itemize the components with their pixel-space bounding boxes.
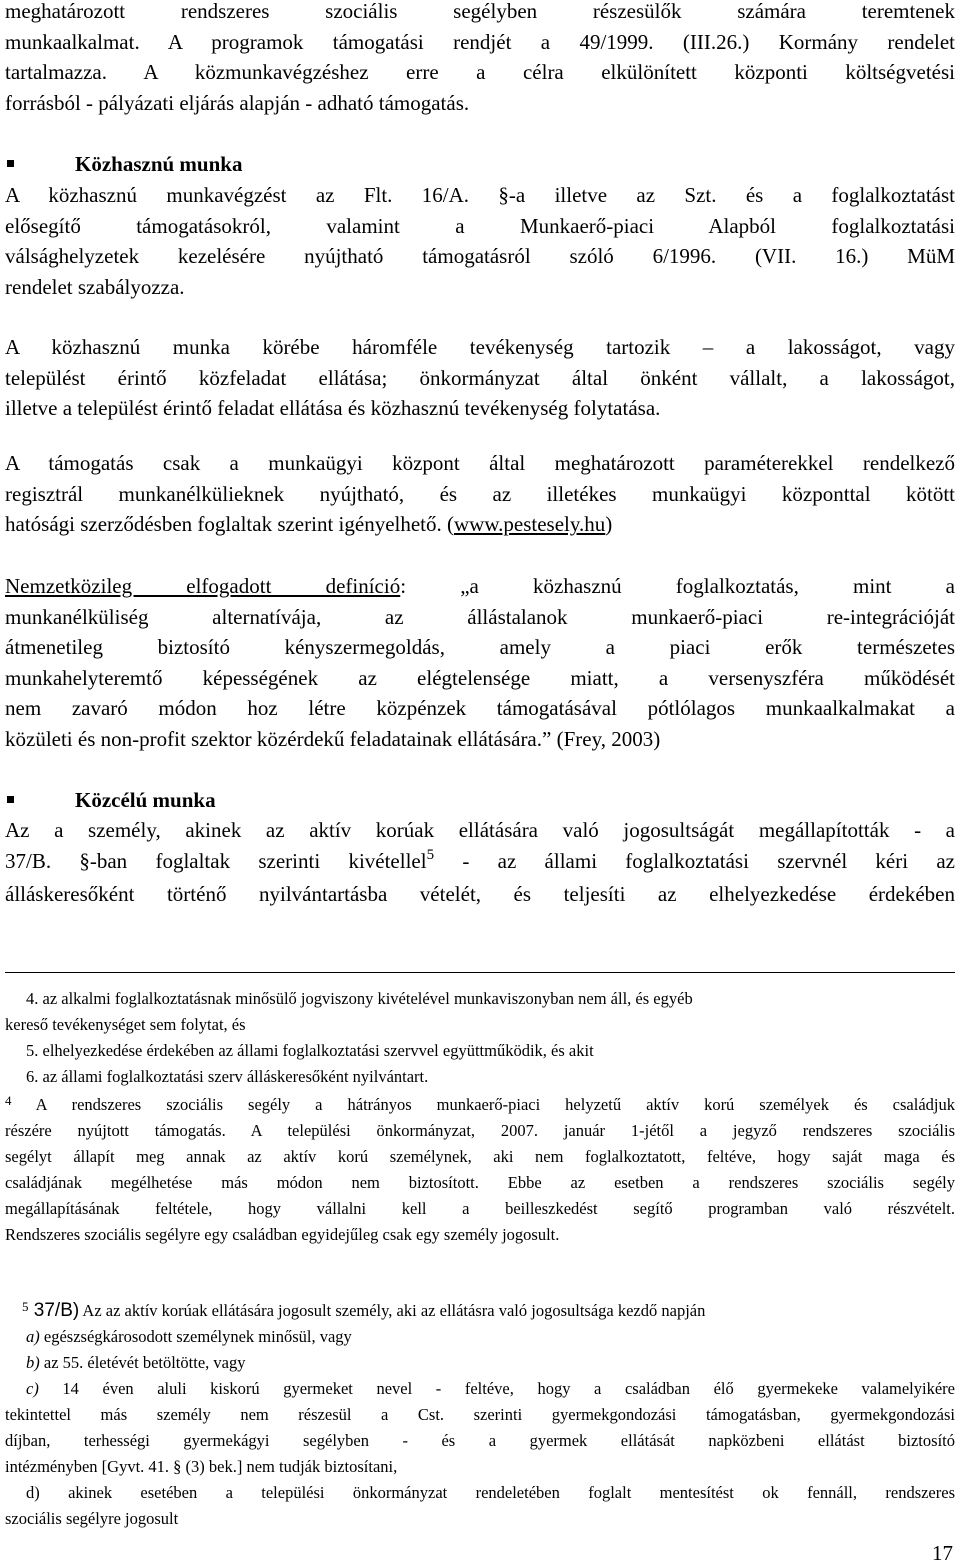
footnote-line: b) az 55. életévét betöltötte, vagy: [26, 1353, 246, 1372]
definition-lead: Nemzetközileg elfogadott definíció: [5, 574, 401, 598]
footnote-line: díjban, terhességi gyermekágyi segélyben - és a gyermek ellátását napközbeni ellátást biztosító: [5, 1431, 955, 1450]
footnote-line: részére nyújtott támogatás. A települési önkormányzat, 2007. január 1-jétől a jegyző rendszeres szociális: [5, 1121, 955, 1140]
footnote-line: $^4$ A rendszeres szociális segély a hátrányos munkaerő-piaci helyzetű aktív korú személyek és családjuk: [5, 1093, 955, 1114]
footnote-number: 5: [22, 1299, 29, 1314]
text-line: nem zavaró módon hoz létre közpénzek támogatásával pótlólagos munkaalkalmakat a: [5, 696, 955, 721]
footnote-line: c) 14 éven aluli kiskorú gyermeket nevel - feltéve, hogy a családban élő gyermekeke valamelyikére: [26, 1379, 955, 1398]
text-line: átmenetileg biztosító kényszermegoldás, amely a piaci erők természetes: [5, 635, 955, 660]
footnote-line: szociális segélyre jogosult: [5, 1509, 179, 1528]
footnote-line: intézményben [Gyvt. 41. § (3) bek.] nem tudják biztosítani,: [5, 1457, 398, 1476]
text-line: meghatározott rendszeres szociális segélyben részesülők számára teremtenek: [5, 0, 955, 23]
footnote-number: 4: [5, 1093, 12, 1108]
text-line: álláskeresőként történő nyilvántartásba vételét, és teljesíti az elhelyezkedése érdekében: [5, 882, 955, 907]
text-line: rendelet szabályozza.: [5, 274, 185, 299]
text-line: elősegítő támogatásokról, valamint a Munkaerő-piaci Alapból foglalkoztatási: [5, 213, 955, 238]
paragraph-intro: [5, 0, 955, 118]
paragraph-scope: [5, 332, 955, 424]
text-line: A közhasznú munka körébe háromféle tevékenység tartozik – a lakosságot, vagy: [5, 335, 955, 359]
footnote-divider: [5, 972, 955, 973]
paragraph-definition: [5, 571, 955, 755]
text-line: munkaalkalmat. A programok támogatási rendjét a 49/1999. (III.26.) Kormány rendelet: [5, 29, 955, 54]
footnote-line: Rendszeres szociális segélyre egy családban egyidejűleg csak egy személy jogosult.: [5, 1225, 560, 1244]
footnote-line: megállapításának feltétele, hogy vállalni kell a beilleszkedést segítő programban való részvételt.: [5, 1199, 955, 1218]
text-line: hatósági szerződésben foglaltak szerint igényelhető. (www.pestesely.hu): [5, 512, 613, 537]
text-line: tartalmazza. A közmunkavégzéshez erre a célra elkülönített központi költségvetési: [5, 60, 955, 85]
footnote-line: kereső tevékenységet sem folytat, és: [5, 1015, 246, 1034]
page-number: 17: [932, 1541, 953, 1565]
heading-text: Közhasznú munka: [75, 152, 243, 176]
footnote-line: tekintettel más személy nem részesül a Cst. szerinti gyermekgondozási támogatásban, gyermekgondozási: [5, 1405, 955, 1424]
text-line: 37/B. §-ban foglaltak szerinti kivétellel$^5$ - az állami foglalkoztatási szervnél kéri az: [5, 846, 955, 873]
footnotes: [5, 986, 955, 1532]
text-line: munkahelyteremtő képességének az elégtelensége miatt, a versenyszféra működését: [5, 665, 955, 690]
paragraph-support: [5, 448, 955, 540]
footnote-5: [5, 1298, 955, 1532]
text-line: forrásból - pályázati eljárás alapján - adható támogatás.: [5, 90, 470, 115]
text-line: A támogatás csak a munkaügyi központ által meghatározott paraméterekkel rendelkező: [5, 451, 955, 475]
website-link[interactable]: www.pestesely.hu: [454, 512, 606, 537]
text-line: Az a személy, akinek az aktív korúak ellátására való jogosultságát megállapították - a: [5, 818, 955, 842]
footnote-line: d) akinek esetében a települési önkormányzat rendeletében foglalt mentesítést ok fennáll, rendszeres: [26, 1483, 955, 1502]
text-line: A közhasznú munkavégzést az Flt. 16/A. §-a illetve az Szt. és a foglalkoztatást: [5, 183, 955, 207]
footnote-line: $^5$ 37/B) Az az aktív korúak ellátására jogosult személy, aki az ellátásra való jogosultsága kezdő napján: [22, 1299, 706, 1321]
text-line: munkanélküliség alternatívája, az állástalanok munkaerő-piaci re-integrációját: [5, 604, 955, 629]
footnote-line: 6. az állami foglalkoztatási szerv álláskeresőként nyilvántart.: [26, 1067, 429, 1086]
footnote-4: [5, 1092, 955, 1248]
footnote-line: családjának megélhetése más módon nem biztosított. Ebbe az esetben a rendszeres szociális segély: [5, 1173, 955, 1192]
text-line: közületi és non-profit szektor közérdekű feladatainak ellátására.” (Frey, 2003): [5, 726, 661, 751]
heading-text: Közcélú munka: [75, 788, 216, 812]
footnote-line: segélyt állapít meg annak az aktív korú személynek, aki nem foglalkoztatott, feltéve, hogy saját maga és: [5, 1147, 955, 1166]
footnote-ref-5[interactable]: 5: [426, 846, 435, 863]
text-line: Nemzetközileg elfogadott definíció: „a közhasznú foglalkoztatás, mint a: [5, 574, 955, 598]
text-line: illetve a települést érintő feladat ellátása és közhasznú tevékenység folytatása.: [5, 396, 661, 421]
text-line: regisztrál munkanélkülieknek nyújtható, és az illetékes munkaügyi központtal kötött: [5, 481, 955, 506]
footnote-line: 5. elhelyezkedése érdekében az állami foglalkoztatási szervvel együttműködik, és akit: [26, 1041, 594, 1060]
footnote-line: 4. az alkalmi foglalkoztatásnak minősülő jogviszony kivételével munkaviszonyban nem áll, és egyéb: [26, 989, 693, 1008]
text-line: válsághelyzetek kezelésére nyújtható támogatásról szóló 6/1996. (VII. 16.) MüM: [5, 244, 955, 269]
section-heading-kozhasznu: [5, 149, 242, 180]
section-heading-kozcelu: [5, 785, 216, 816]
text-line: települést érintő közfeladat ellátása; önkormányzat által önként vállalt, a lakosságot,: [5, 365, 955, 390]
footnote-line: a) egészségkárosodott személynek minősül, vagy: [26, 1327, 352, 1346]
square-bullet-icon: [7, 796, 14, 803]
paragraph-kozcelu: [5, 815, 955, 910]
paragraph-regulation: [5, 180, 955, 302]
square-bullet-icon: [7, 160, 14, 167]
footnote-list-continued: [5, 986, 955, 1090]
